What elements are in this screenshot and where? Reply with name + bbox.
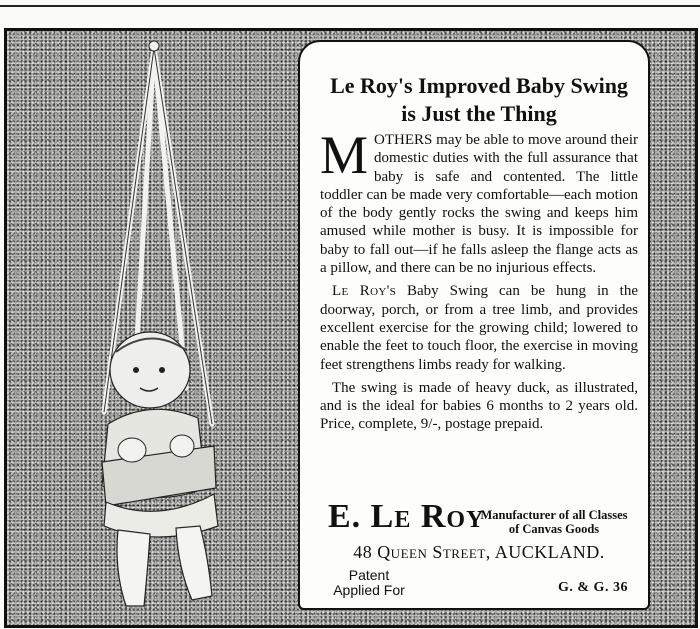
- headline-line-2: is Just the Thing: [401, 101, 557, 126]
- paragraph-2-lead: Le Roy's: [332, 283, 396, 300]
- paragraph-3: The swing is made of heavy duck, as illustrated, and is the ideal for babies 6 months to 2 years old. Price, complete, 9/-, postage prepaid.: [320, 379, 638, 433]
- baby-swing-illustration: [6, 32, 296, 624]
- top-rule: [0, 5, 700, 7]
- body-copy: [320, 125, 638, 434]
- patent-notice: [326, 568, 412, 598]
- patent-line-2: Applied For: [333, 582, 405, 598]
- patent-line-1: Patent: [348, 567, 390, 583]
- maker-name: E. Le Roy: [328, 498, 485, 535]
- address: 48 Queen Street, AUCKLAND.: [353, 542, 605, 562]
- paragraph-1-text: OTHERS may be able to move around their domestic duties with the full assurance that baby is safe and contented. The little toddler can be made very comfortable—each motion of the body gently rocks the swing and keeps him amused while mother is busy. It is impossible for baby to fall out—if he falls asleep the flange acts as a pillow, and there can be no injurious effects.: [320, 132, 638, 277]
- maker-description-line-2: of Canvas Goods: [508, 522, 600, 536]
- maker-description-line-1: Manufacturer of all Classes: [480, 508, 628, 522]
- drop-cap: M: [320, 125, 369, 185]
- maker-block: [328, 498, 640, 540]
- headline: [318, 72, 640, 128]
- maker-description: [468, 508, 640, 536]
- paragraph-2: [320, 282, 638, 373]
- paragraph-1: [320, 125, 638, 277]
- agency-code: G. & G. 36: [558, 580, 628, 595]
- headline-line-1: Le Roy's Improved Baby Swing: [330, 73, 628, 98]
- paragraph-2-text: Baby Swing can be hung in the doorway, porch, or from a tree limb, and provides excellent exercise for the growing child; lowered to enable the feet to touch floor, the exercise in moving feet strengthens limbs ready for walking.: [320, 283, 638, 373]
